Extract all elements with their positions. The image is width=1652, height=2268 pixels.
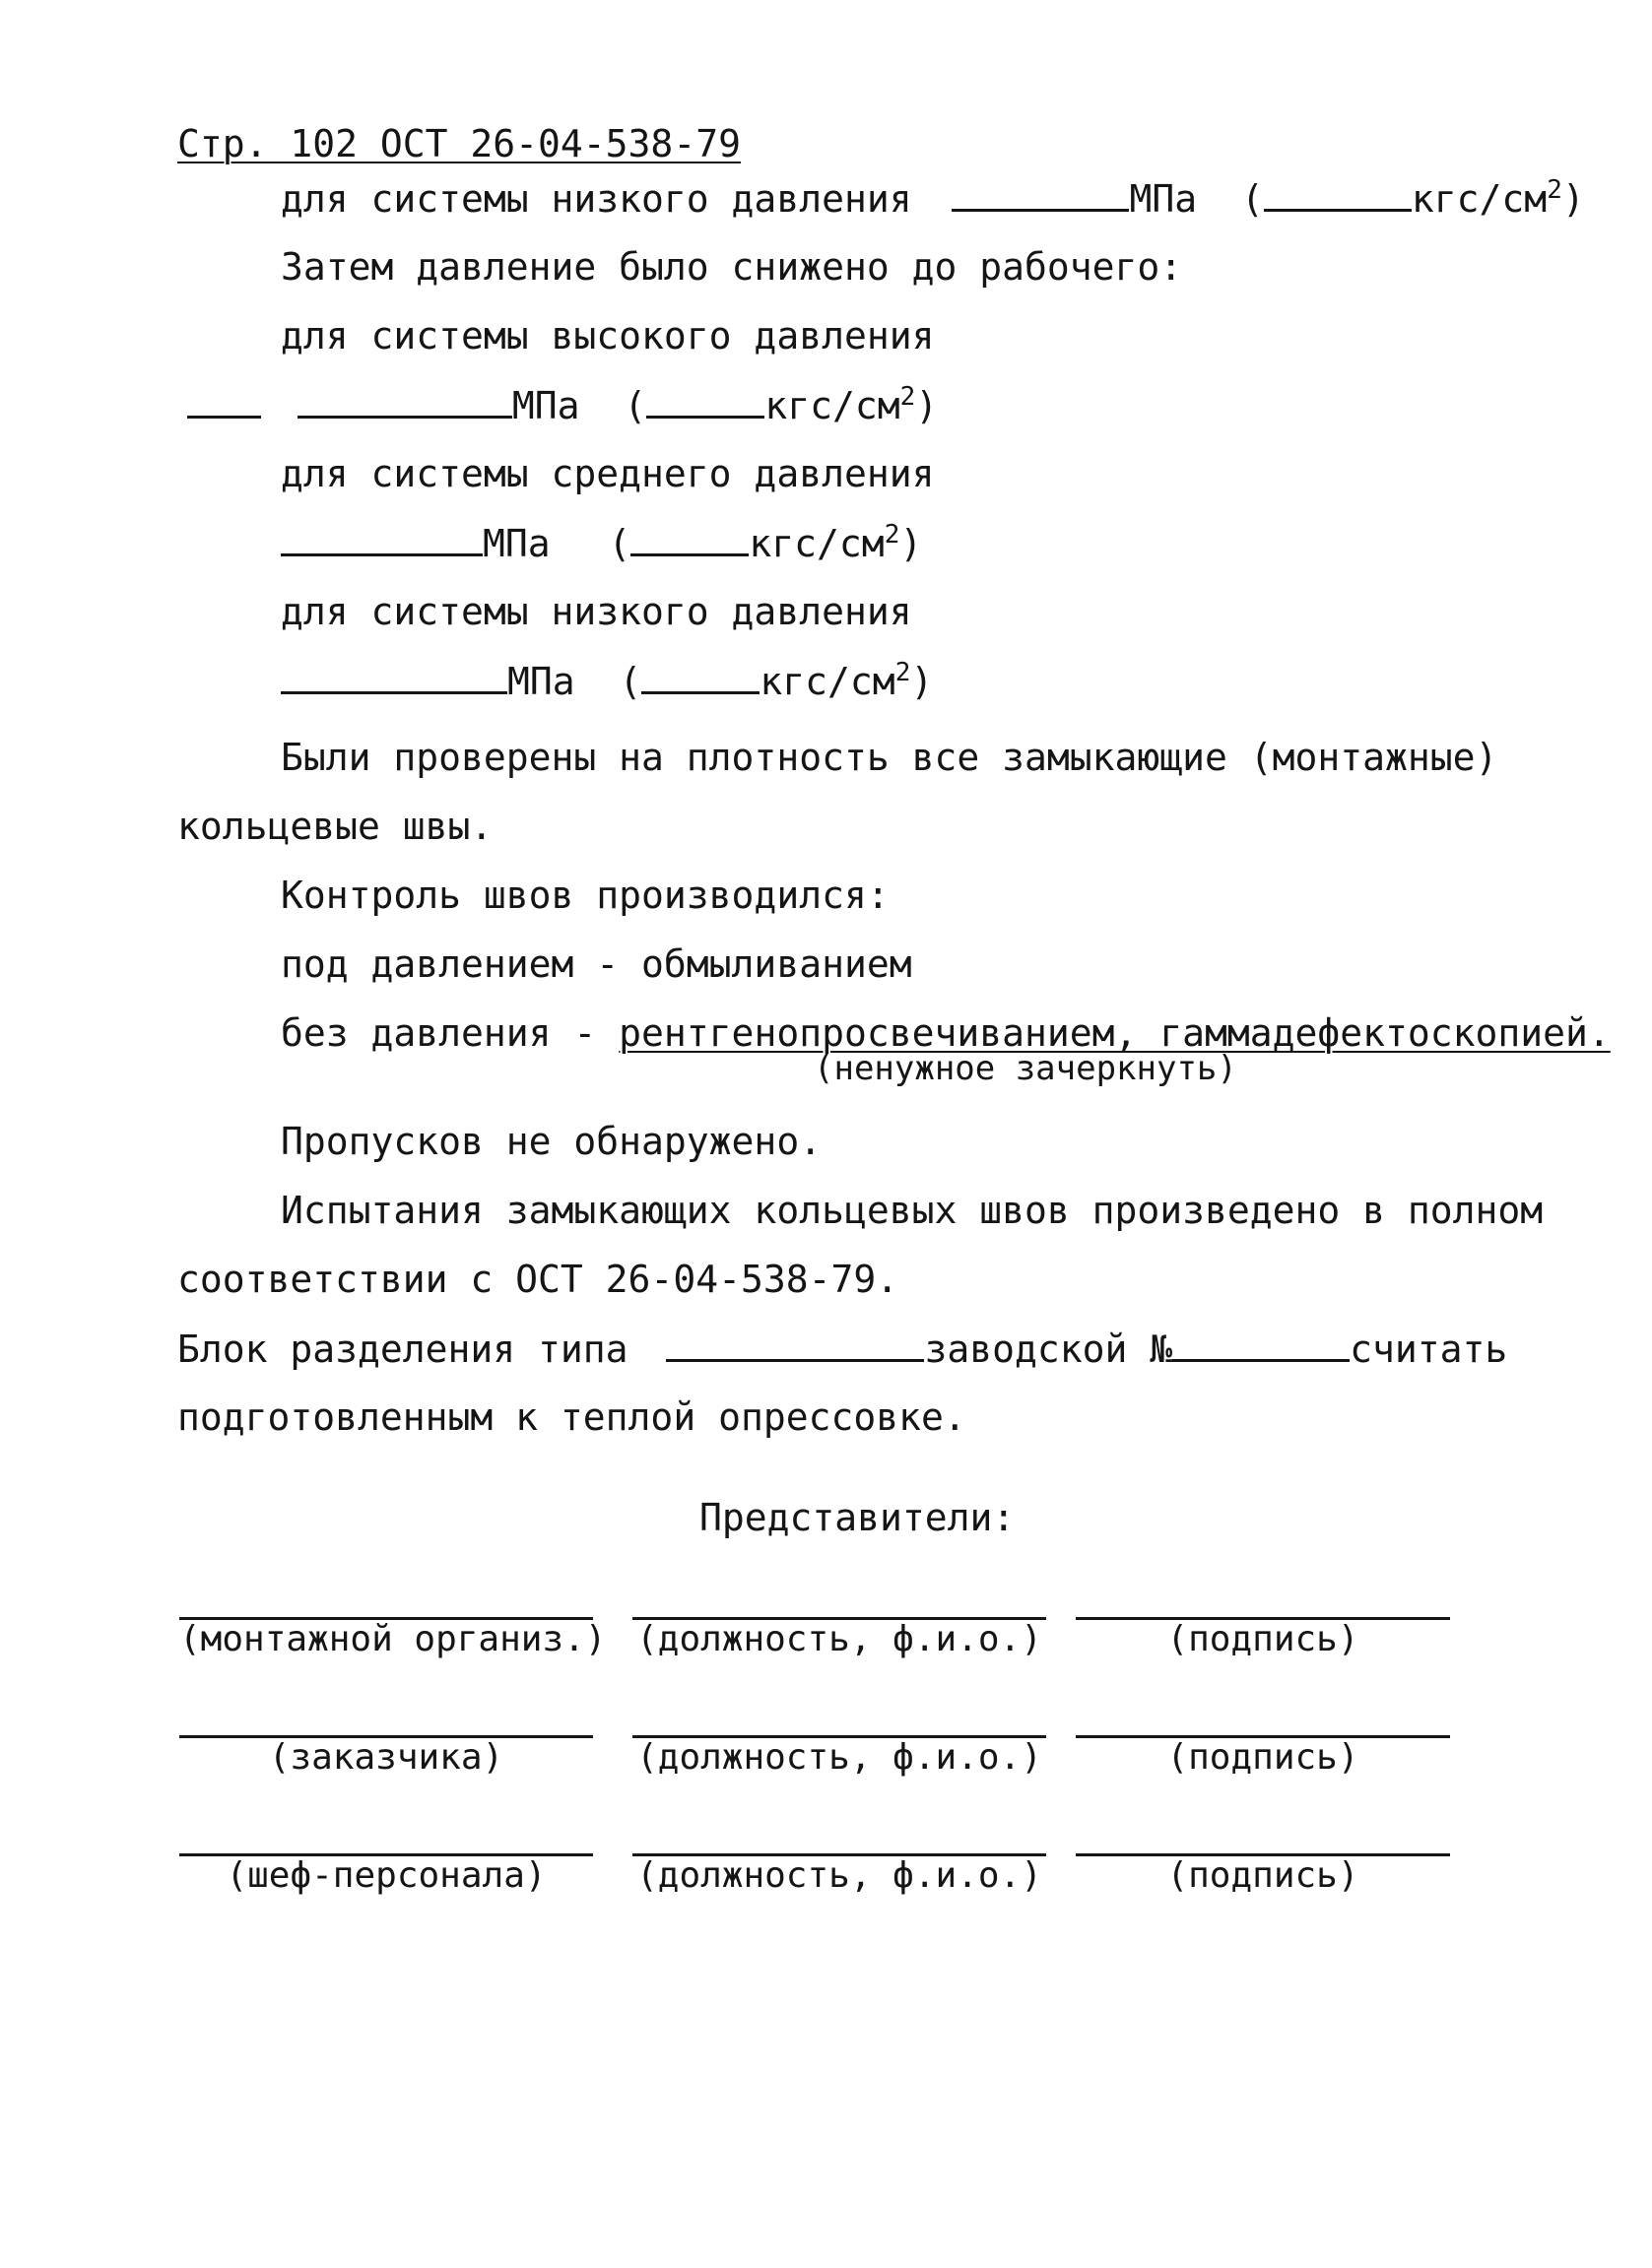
kgf-unit: кгс/см bbox=[1411, 177, 1548, 221]
low-pressure-kgf-blank bbox=[1264, 179, 1412, 212]
open-paren: ( bbox=[608, 522, 631, 565]
medium-pressure-label: для системы среднего давления bbox=[281, 452, 935, 495]
org-caption-chief-staff: (шеф-персонала) bbox=[179, 1853, 593, 1894]
high-pressure-kgf-blank bbox=[646, 386, 764, 419]
block-type-label: Блок разделения типа bbox=[177, 1328, 628, 1371]
signature-caption: (подпись) bbox=[1076, 1853, 1450, 1894]
low-pressure-line-initial bbox=[281, 175, 1585, 221]
ready-line: подготовленным к теплой опрессовке. bbox=[177, 1395, 966, 1439]
control-heading: Контроль швов производился: bbox=[281, 874, 890, 917]
high-pressure-label: для системы высокого давления bbox=[281, 314, 935, 357]
high-pressure-mpa-blank bbox=[297, 386, 512, 419]
kgf-unit: кгс/см bbox=[760, 660, 895, 703]
block-type-blank bbox=[666, 1329, 924, 1362]
superscript-two: 2 bbox=[899, 382, 916, 412]
medium-pressure-values bbox=[281, 520, 923, 565]
under-pressure-method: под давлением - обмыливанием bbox=[281, 942, 912, 986]
kgf-unit: кгс/см bbox=[749, 522, 885, 565]
signature-caption: (подпись) bbox=[1076, 1735, 1450, 1776]
checked-seams-line2: кольцевые швы. bbox=[177, 805, 494, 848]
without-pressure-line bbox=[281, 1011, 1611, 1055]
signature-caption: (подпись) bbox=[1076, 1617, 1450, 1657]
close-paren: ) bbox=[899, 522, 923, 565]
mpa-unit: МПа bbox=[507, 660, 575, 703]
without-pressure-label: без давления - bbox=[281, 1011, 620, 1055]
low-pressure-label: для системы низкого давления bbox=[281, 177, 912, 221]
kgf-unit: кгс/см bbox=[764, 384, 900, 427]
position-caption: (должность, ф.и.о.) bbox=[632, 1735, 1046, 1776]
checked-seams-line1: Были проверены на плотность все замыкающие (монтажные) bbox=[281, 736, 1498, 779]
mpa-unit: МПа bbox=[511, 384, 580, 427]
without-pressure-methods: рентгенопросвечиванием, гаммадефектоскопией. bbox=[619, 1011, 1611, 1055]
low-pressure-mpa-blank-reduced bbox=[281, 662, 507, 694]
superscript-two: 2 bbox=[884, 520, 900, 550]
low-pressure-mpa-blank bbox=[952, 179, 1129, 212]
test-result-line2: соответствии с ОСТ 26-04-538-79. bbox=[177, 1258, 899, 1301]
org-caption-installer: (монтажной организ.) bbox=[179, 1619, 607, 1659]
reduced-intro: Затем давление было снижено до рабочего: bbox=[281, 245, 1183, 289]
mpa-unit: МПа bbox=[483, 522, 551, 565]
superscript-two: 2 bbox=[894, 658, 911, 687]
position-caption: (должность, ф.и.о.) bbox=[632, 1617, 1046, 1657]
medium-pressure-mpa-blank bbox=[281, 524, 483, 556]
factory-number-label: заводской № bbox=[924, 1328, 1173, 1371]
factory-number-blank bbox=[1172, 1329, 1350, 1362]
strike-note: (ненужное зачеркнуть) bbox=[814, 1049, 1237, 1088]
close-paren: ) bbox=[1561, 177, 1585, 221]
open-paren: ( bbox=[624, 384, 647, 427]
high-pressure-prefix-blank bbox=[187, 386, 261, 419]
org-caption-customer: (заказчика) bbox=[179, 1735, 593, 1776]
representatives-heading: Представители: bbox=[699, 1496, 1016, 1539]
low-pressure-values bbox=[281, 658, 934, 703]
open-paren: ( bbox=[1241, 177, 1264, 221]
low-pressure-kgf-blank-reduced bbox=[641, 662, 760, 694]
no-leaks: Пропусков не обнаружено. bbox=[281, 1120, 823, 1163]
superscript-two: 2 bbox=[1547, 175, 1562, 205]
medium-pressure-kgf-blank bbox=[630, 524, 749, 556]
low-pressure-label-reduced: для системы низкого давления bbox=[281, 590, 912, 633]
block-line bbox=[177, 1328, 1508, 1371]
close-paren: ) bbox=[915, 384, 939, 427]
test-result-line1: Испытания замыкающих кольцевых швов произведено в полном bbox=[281, 1189, 1544, 1232]
open-paren: ( bbox=[619, 660, 642, 703]
high-pressure-values bbox=[187, 382, 939, 427]
consider-word: считать bbox=[1350, 1328, 1508, 1371]
mpa-unit: МПа bbox=[1129, 177, 1198, 221]
position-caption: (должность, ф.и.о.) bbox=[632, 1853, 1046, 1894]
page-header: Стр. 102 ОСТ 26-04-538-79 bbox=[177, 122, 741, 165]
close-paren: ) bbox=[910, 660, 934, 703]
